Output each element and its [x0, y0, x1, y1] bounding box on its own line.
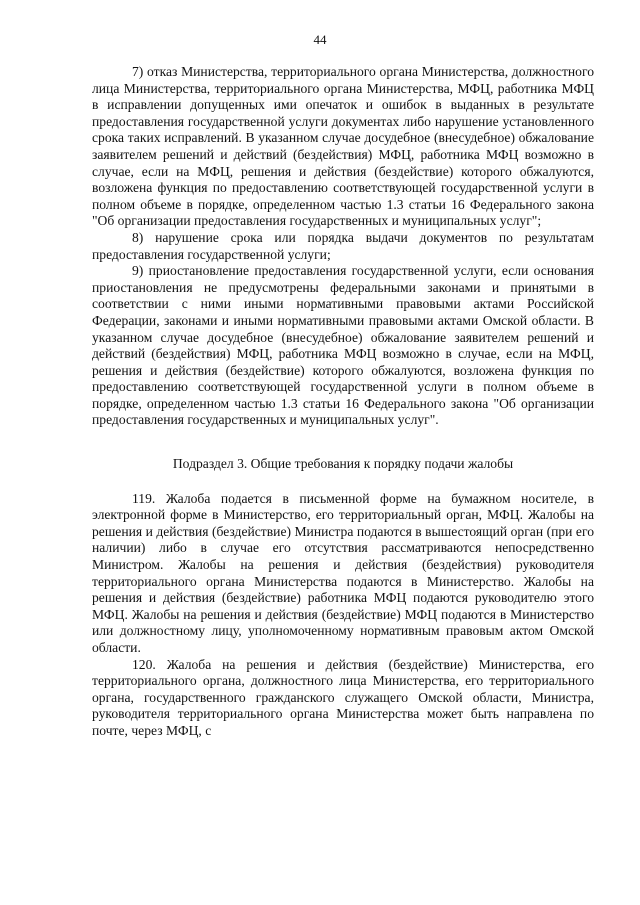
- paragraph-119: 119. Жалоба подается в письменной форме на бумажном носителе, в электронной форме в Министерство, его территориальный орган, МФЦ. Жалобы на решения и действия (бездействие) Министра подаются в вышестоящий орган (при его наличии) либо в случае его отсутствия рассматриваются непосредственно Министром. Жалобы на решения и действия (бездействия) руководителя территориального органа Министерства подаются в Министерство. Жалобы на решения и действия (бездействие) работника МФЦ подаются руководителю этого МФЦ. Жалобы на решения и действия (бездействие) МФЦ подаются в Министерство или должностному лицу, уполномоченному нормативным правовым актом Омской области.: [92, 490, 594, 655]
- paragraph-item-9: 9) приостановление предоставления государственной услуги, если основания приостановления не предусмотрены федеральными законами и принятыми в соответствии с ними иными нормативными правовыми актами Российской Федерации, законами и иными нормативными правовыми актами Омской области. В указанном случае досудебное (внесудебное) обжалование заявителем решений и действий (бездействия) МФЦ, работника МФЦ возможно в случае, если на МФЦ, решения и действия (бездействие) которого обжалуются, возложена функция по предоставлению соответствующей государственной услуги в полном объеме в порядке, определенном частью 1.3 статьи 16 Федерального закона "Об организации предоставления государственных и муниципальных услуг".: [92, 263, 594, 428]
- subsection-heading: Подраздел 3. Общие требования к порядку подачи жалобы: [172, 456, 514, 472]
- paragraph-item-7: 7) отказ Министерства, территориального органа Министерства, должностного лица Министерства, территориального органа Министерства, МФЦ, работника МФЦ в исправлении допущенных ими опечаток и ошибок в выданных в результате предоставления государственной услуги документах либо нарушение установленного срока таких исправлений. В указанном случае досудебное (внесудебное) обжалование заявителем решений и действий (бездействия) МФЦ, работника МФЦ возможно в случае, если на МФЦ, решения и действия (бездействие) которого обжалуются, возложена функция по предоставлению соответствующей государственной услуги в полном объеме в порядке, определенном частью 1.3 статьи 16 Федерального закона "Об организации предоставления государственных и муниципальных услуг";: [92, 64, 594, 229]
- paragraph-item-8: 8) нарушение срока или порядка выдачи документов по результатам предоставления государственной услуги;: [92, 229, 594, 262]
- page-number: 44: [313, 32, 327, 47]
- paragraph-120: 120. Жалоба на решения и действия (бездействие) Министерства, его территориального органа, должностного лица Министерства, его территориального органа, государственного гражданского служащего Омской области, Министра, руководителя территориального органа Министерства может быть направлена по почте, через МФЦ, с: [92, 656, 594, 738]
- document-body: [92, 64, 594, 740]
